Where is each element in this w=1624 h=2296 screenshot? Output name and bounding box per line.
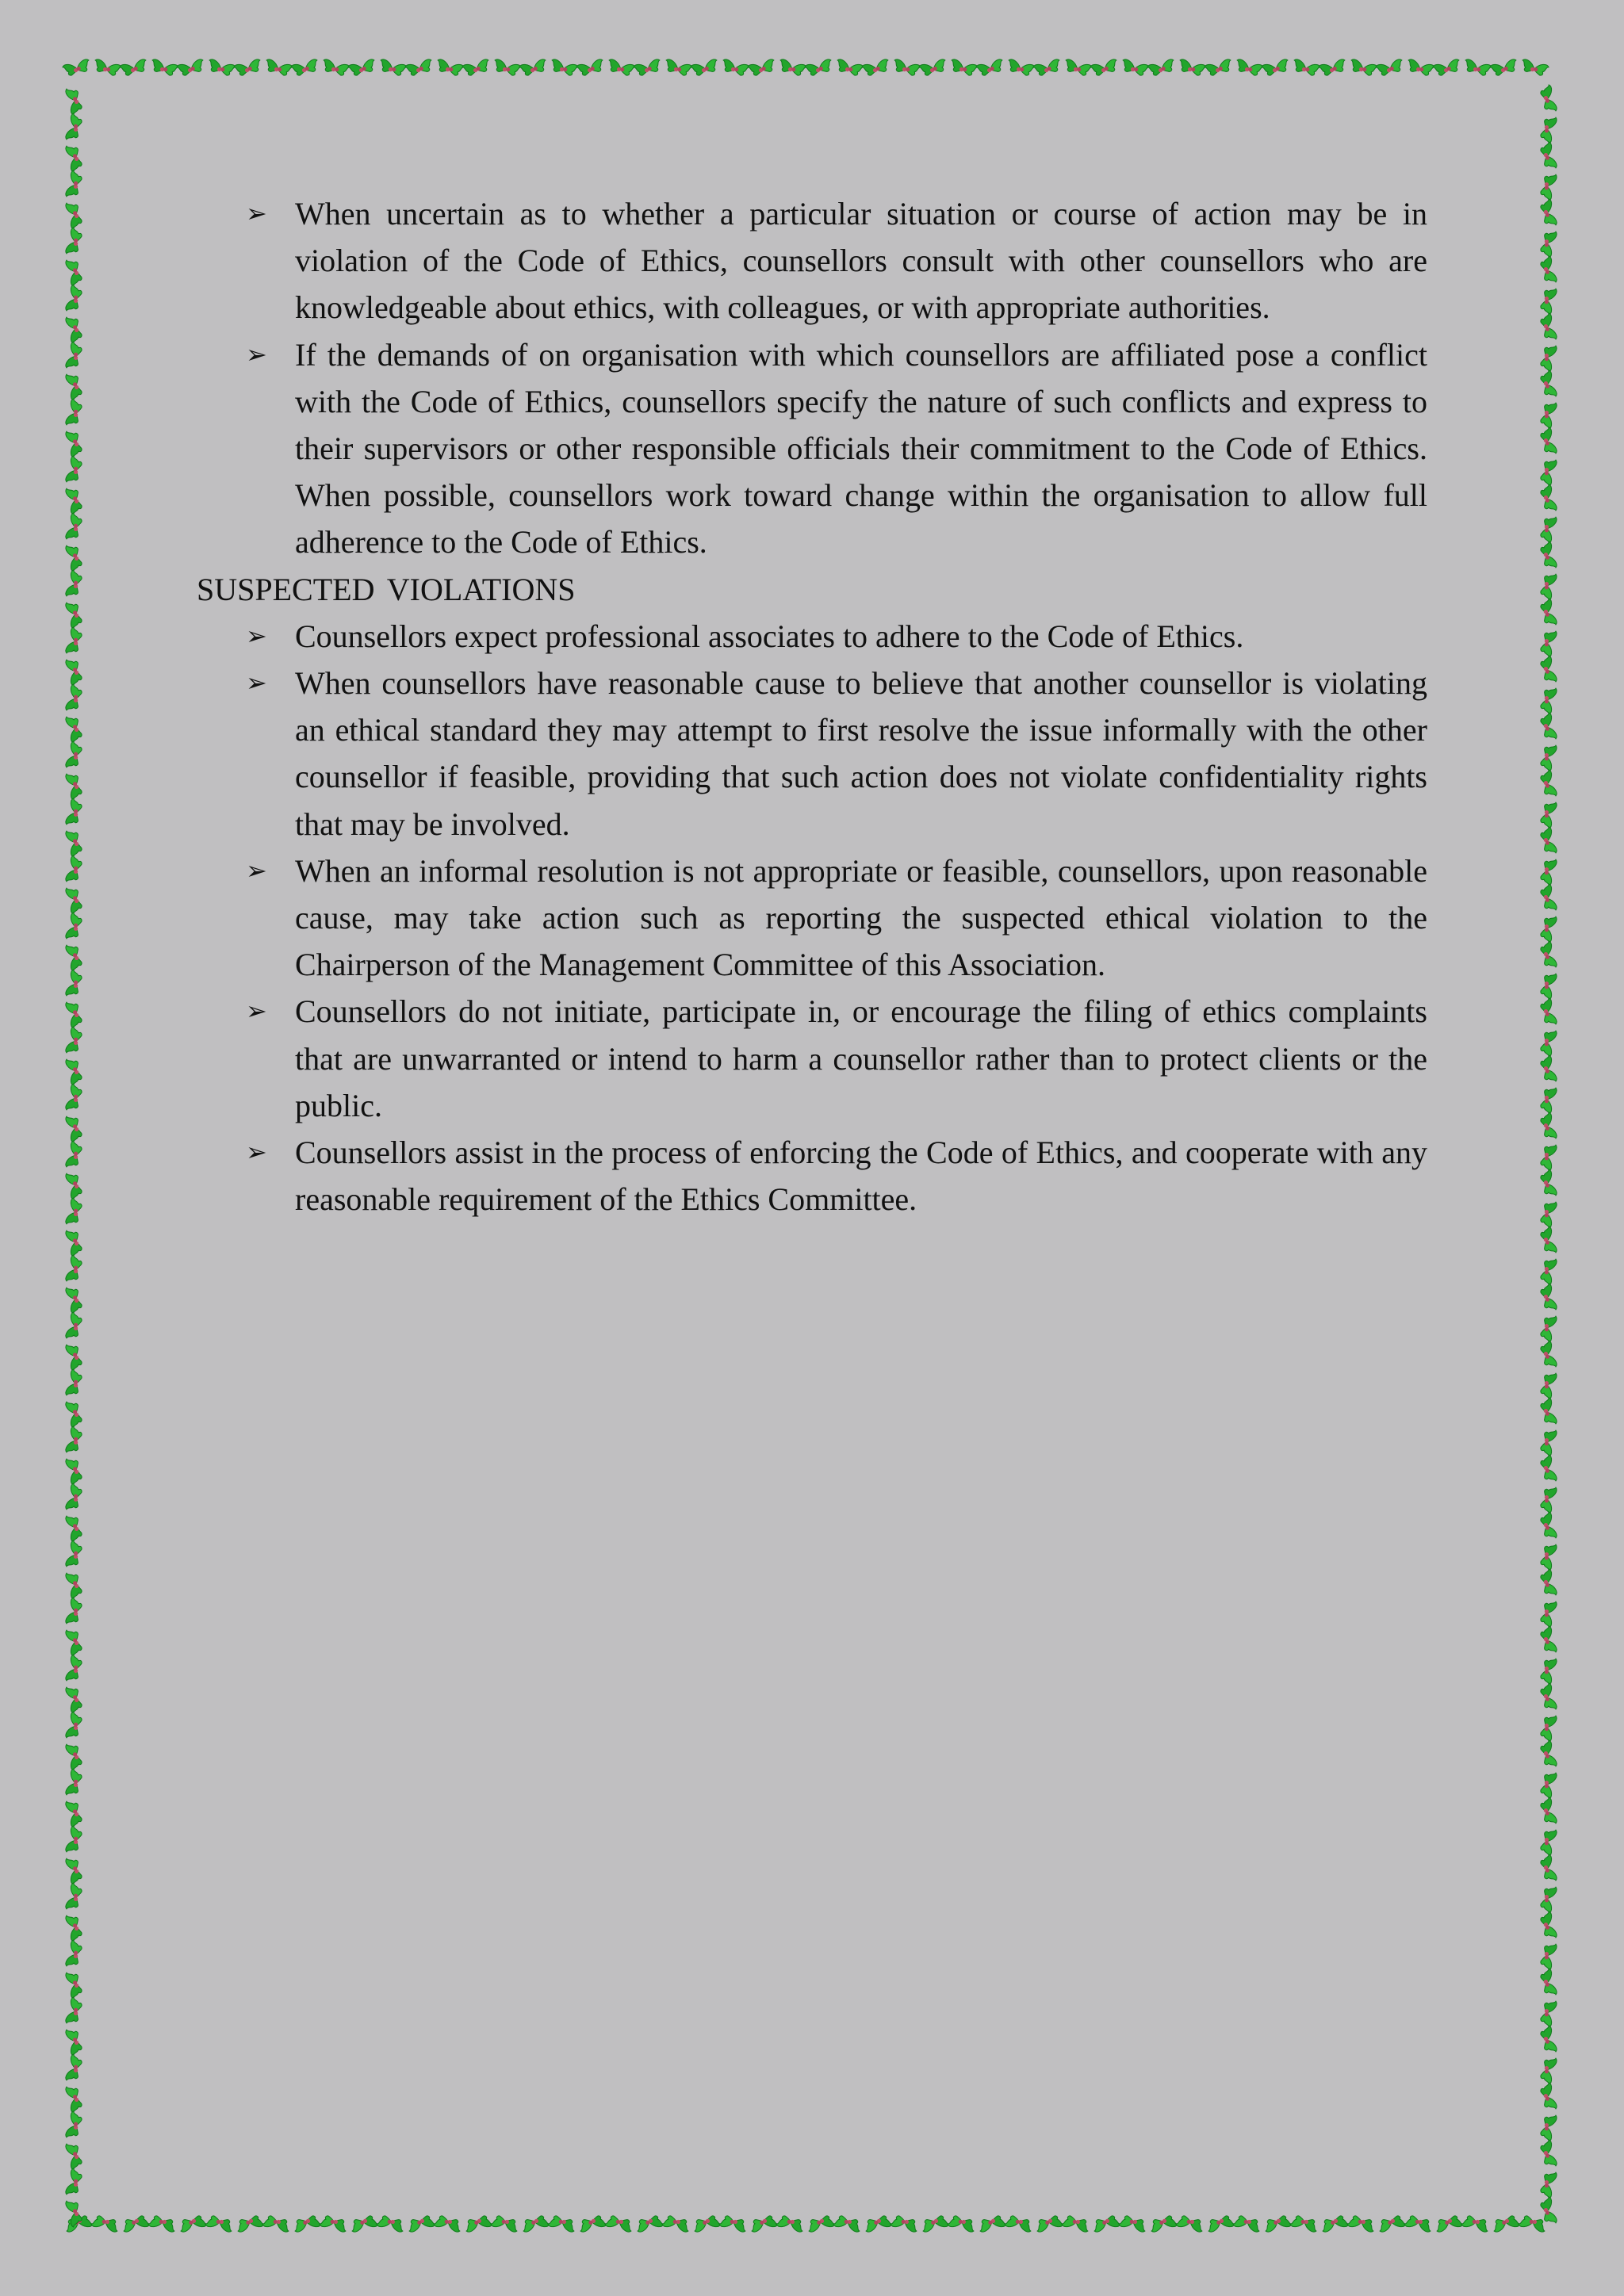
arrowhead-bullet-icon: ➢ bbox=[246, 339, 267, 369]
border-top-vine bbox=[62, 59, 1549, 77]
arrowhead-bullet-icon: ➢ bbox=[246, 996, 267, 1027]
section-heading-suspected-violations: SUSPECTED VIOLATIONS bbox=[197, 571, 576, 607]
list-item bbox=[197, 660, 1427, 848]
border-right-vine bbox=[1539, 84, 1557, 2225]
arrowhead-bullet-icon: ➢ bbox=[246, 198, 267, 228]
list-item bbox=[197, 848, 1427, 989]
list-item-text: Counsellors assist in the process of enforcing the Code of Ethics, and cooperate with any reasonable requirement of the Ethics Committee. bbox=[295, 1135, 1427, 1218]
arrowhead-bullet-icon: ➢ bbox=[246, 855, 267, 886]
intro-bullet-list bbox=[197, 190, 1427, 566]
violations-bullet-list bbox=[197, 613, 1427, 1223]
list-item-text: When uncertain as to whether a particular situation or course of action may be in violation of the Code of Ethics, counsellors consult with other counsellors who are knowledgeable about ethics, with colleagues, or with appropriate authorities. bbox=[295, 196, 1427, 326]
list-item bbox=[197, 190, 1427, 331]
list-item bbox=[197, 1129, 1427, 1223]
list-item bbox=[197, 988, 1427, 1129]
list-item bbox=[197, 331, 1427, 566]
list-item-text: When an informal resolution is not appropriate or feasible, counsellors, upon reasonable cause, may take action such as reporting the suspected ethical violation to the Chairperson of the Management Committee of this Association. bbox=[295, 852, 1427, 983]
border-left-vine bbox=[65, 86, 83, 2228]
page-content bbox=[197, 190, 1427, 1223]
list-item-text: If the demands of on organisation with which counsellors are affiliated pose a conflict with the Code of Ethics, counsellors specify the nature of such conflicts and express to their supervisors or other responsible officials their commitment to the Code of Ethics. When possible, counsellors work toward change within the organisation to allow full adherence to the Code of Ethics. bbox=[295, 336, 1427, 561]
border-bottom-vine bbox=[64, 2214, 1547, 2233]
arrowhead-bullet-icon: ➢ bbox=[246, 620, 267, 651]
list-item-text: When counsellors have reasonable cause to believe that another counsellor is violating an ethical standard they may attempt to first resolve the issue informally with the other counsellor if feasible, providing that such action does not violate confidentiality rights that may be involved. bbox=[295, 665, 1427, 842]
arrowhead-bullet-icon: ➢ bbox=[246, 668, 267, 698]
arrowhead-bullet-icon: ➢ bbox=[246, 1137, 267, 1168]
list-item-text: Counsellors do not initiate, participate in, or encourage the filing of ethics complaints that are unwarranted or intend to harm a counsellor rather than to protect clients or the public. bbox=[295, 993, 1427, 1123]
list-item-text: Counsellors expect professional associates to adhere to the Code of Ethics. bbox=[295, 618, 1244, 654]
list-item bbox=[197, 613, 1427, 660]
